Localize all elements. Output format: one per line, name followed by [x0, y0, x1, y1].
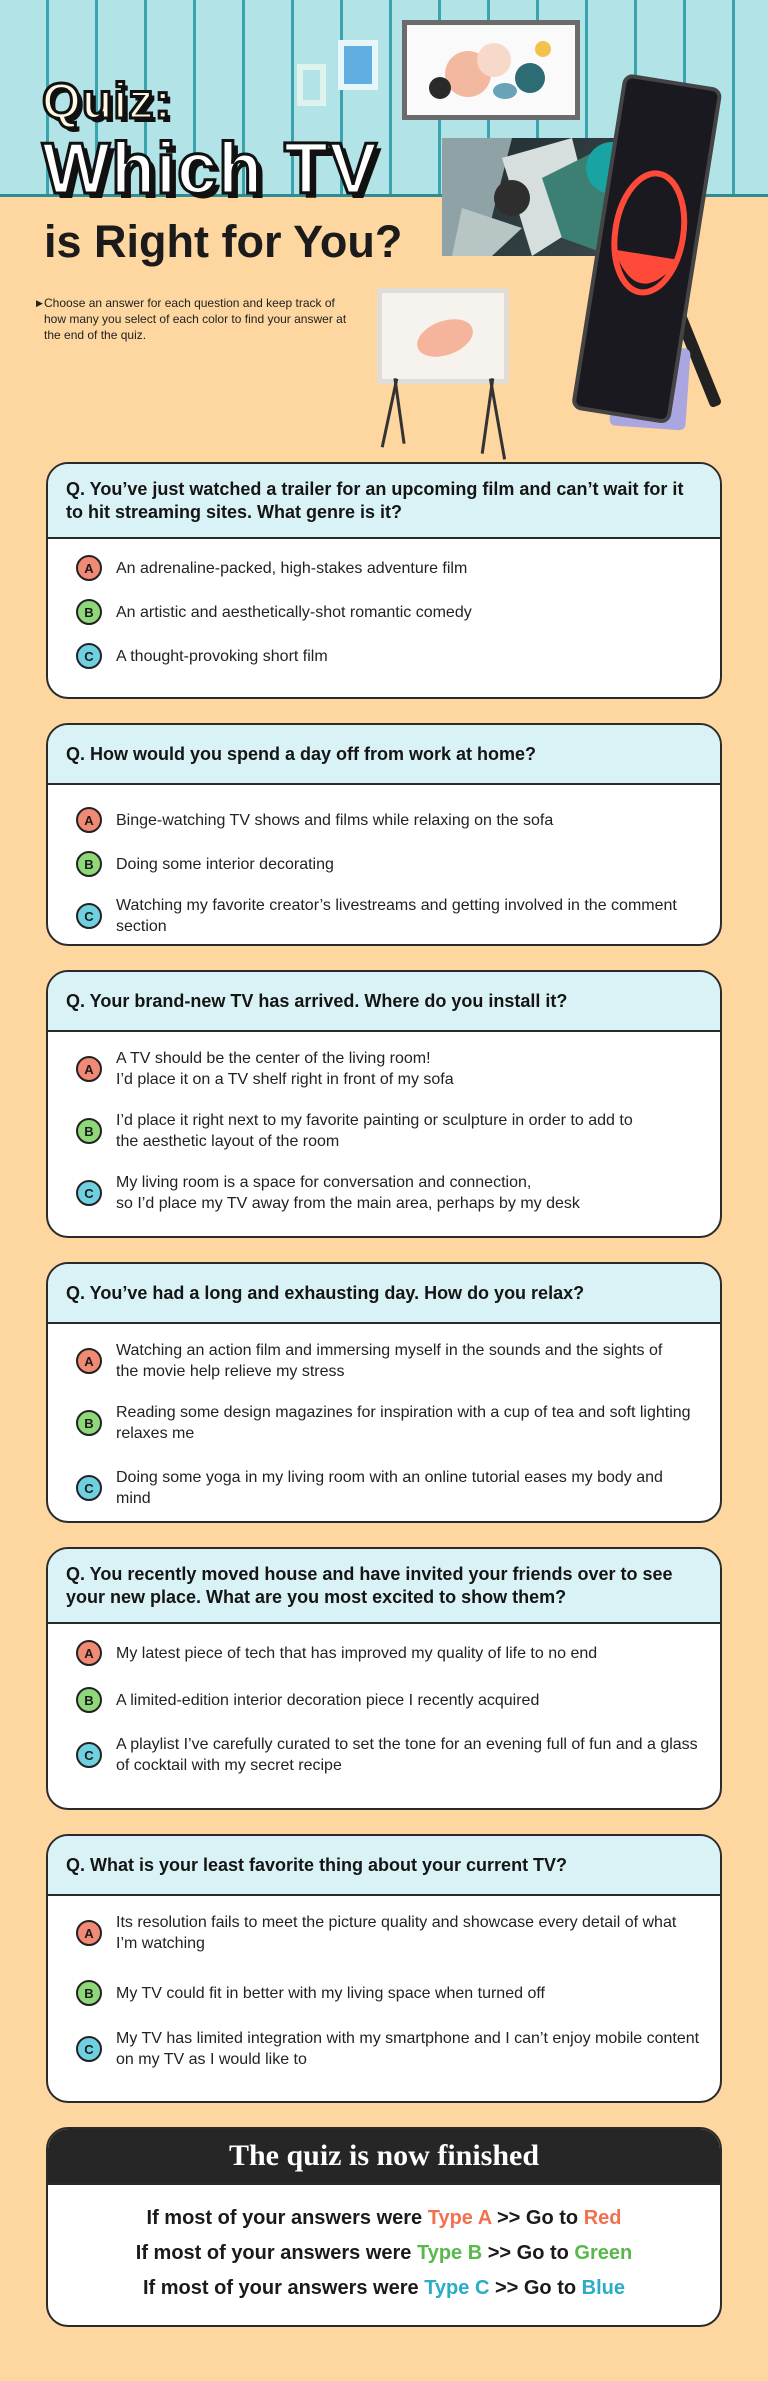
result-mid: >> Go to	[491, 2207, 584, 2229]
question-card-1	[46, 462, 722, 699]
option-b[interactable]	[76, 1687, 702, 1713]
badge-b: B	[76, 1980, 102, 2006]
question-card-4	[46, 1262, 722, 1523]
question-header	[48, 464, 720, 539]
question-card-2	[46, 723, 722, 946]
badge-c: C	[76, 1742, 102, 1768]
bullet-triangle-icon: ▶	[36, 298, 43, 308]
question-text: Q. Your brand-new TV has arrived. Where do you install it?	[66, 990, 568, 1011]
question-text: Q. What is your least favorite thing about your current TV?	[66, 1854, 568, 1875]
option-a[interactable]	[76, 1340, 702, 1382]
option-c[interactable]	[76, 1172, 702, 1214]
option-a[interactable]	[76, 807, 702, 833]
serif-leg-right-back	[481, 378, 495, 454]
option-c[interactable]	[76, 1467, 702, 1509]
hero-section	[0, 0, 768, 462]
result-card	[46, 2127, 722, 2327]
option-text: My latest piece of tech that has improved my quality of life to no end	[116, 1644, 598, 1662]
result-type: Type A	[427, 2207, 492, 2229]
option-text: Binge-watching TV shows and films while relaxing on the sofa	[116, 811, 554, 829]
badge-c: C	[76, 2036, 102, 2062]
question-text: Q. You recently moved house and have invited your friends over to see your new place. What are you most excited to show them?	[66, 1563, 673, 1607]
option-c[interactable]	[76, 1734, 702, 1776]
title-which-tv: Which TV	[42, 129, 378, 209]
option-a[interactable]	[76, 1048, 702, 1090]
intro-text: Choose an answer for each question and keep track of how many you select of each color to find your answer at the end of the quiz.	[44, 296, 347, 342]
title-quiz: Quiz:	[42, 73, 172, 129]
option-text: I’d place it right next to my favorite painting or sculpture in order to add to the aesthetic layout of the room	[116, 1112, 633, 1150]
badge-a: A	[76, 1056, 102, 1082]
result-mid: >> Go to	[482, 2242, 575, 2264]
badge-b: B	[76, 851, 102, 877]
option-text: A TV should be the center of the living room! I’d place it on a TV shelf right in front of my sofa	[116, 1050, 454, 1088]
option-a[interactable]	[76, 555, 702, 581]
option-text: My TV has limited integration with my smartphone and I can’t enjoy mobile content on my TV as I would like to	[116, 2030, 700, 2068]
question-card-3	[46, 970, 722, 1238]
badge-c: C	[76, 643, 102, 669]
question-text: Q. You’ve just watched a trailer for an upcoming film and can’t wait for it to hit streaming sites. What genre is it?	[66, 478, 684, 522]
option-text: A thought-provoking short film	[116, 647, 328, 665]
question-text: Q. You’ve had a long and exhausting day. How do you relax?	[66, 1282, 585, 1303]
badge-b: B	[76, 1410, 102, 1436]
result-destination: Green	[574, 2242, 633, 2264]
option-b[interactable]	[76, 1980, 702, 2006]
badge-a: A	[76, 555, 102, 581]
badge-b: B	[76, 1118, 102, 1144]
result-destination: Blue	[581, 2277, 625, 2299]
result-type: Type B	[416, 2242, 483, 2264]
serif-leg-left-back	[393, 378, 405, 444]
option-b[interactable]	[76, 1110, 702, 1152]
option-text: My TV could fit in better with my living space when turned off	[116, 1984, 545, 2002]
option-text: My living room is a space for conversation and connection, so I’d place my TV away from the main area, perhaps by my desk	[116, 1174, 580, 1212]
question-header	[48, 1549, 720, 1624]
question-header	[48, 1264, 720, 1324]
decor-frame-square	[297, 64, 326, 106]
question-header	[48, 725, 720, 785]
badge-b: B	[76, 1687, 102, 1713]
option-text: Reading some design magazines for inspiration with a cup of tea and soft lighting relaxes me	[116, 1404, 691, 1442]
option-c[interactable]	[76, 643, 702, 669]
badge-a: A	[76, 1920, 102, 1946]
result-title: The quiz is now finished	[48, 2129, 720, 2185]
option-c[interactable]	[76, 895, 702, 937]
badge-b: B	[76, 599, 102, 625]
badge-c: C	[76, 1180, 102, 1206]
result-prefix: If most of your answers were	[143, 2277, 425, 2299]
result-line-b	[48, 2242, 720, 2265]
result-type: Type C	[424, 2277, 490, 2299]
badge-a: A	[76, 1348, 102, 1374]
title-subtitle: is Right for You?	[44, 216, 403, 267]
option-a[interactable]	[76, 1912, 702, 1954]
the-frame-tv-illustration	[402, 20, 580, 120]
option-text: An adrenaline-packed, high-stakes adventure film	[116, 559, 468, 577]
result-line-a	[48, 2207, 720, 2230]
option-text: A playlist I’ve carefully curated to set the tone for an evening full of fun and a glass of cocktail with my secret recipe	[116, 1736, 698, 1774]
result-prefix: If most of your answers were	[135, 2242, 417, 2264]
option-text: An artistic and aesthetically-shot romantic comedy	[116, 603, 472, 621]
option-text: Watching my favorite creator’s livestreams and getting involved in the comment section	[116, 897, 677, 935]
badge-c: C	[76, 1475, 102, 1501]
option-text: Its resolution fails to meet the picture quality and showcase every detail of what I’m watching	[116, 1914, 677, 1952]
option-b[interactable]	[76, 851, 702, 877]
the-serif-tv-illustration	[377, 288, 509, 384]
option-b[interactable]	[76, 599, 702, 625]
badge-a: A	[76, 1640, 102, 1666]
question-text: Q. How would you spend a day off from work at home?	[66, 743, 537, 764]
result-line-c	[48, 2277, 720, 2300]
badge-c: C	[76, 903, 102, 929]
decor-blue-square	[338, 40, 378, 90]
option-text: A limited-edition interior decoration piece I recently acquired	[116, 1691, 540, 1709]
question-header	[48, 1836, 720, 1896]
option-c[interactable]	[76, 2028, 702, 2070]
option-b[interactable]	[76, 1402, 702, 1444]
result-prefix: If most of your answers were	[146, 2207, 428, 2229]
question-card-6	[46, 1834, 722, 2103]
intro-text-block	[36, 295, 354, 343]
result-destination: Red	[583, 2207, 622, 2229]
question-card-5	[46, 1547, 722, 1810]
result-mid: >> Go to	[489, 2277, 582, 2299]
option-text: Watching an action film and immersing myself in the sounds and the sights of the movie help relieve my stress	[116, 1342, 663, 1380]
badge-a: A	[76, 807, 102, 833]
question-header	[48, 972, 720, 1032]
option-text: Doing some yoga in my living room with an online tutorial eases my body and mind	[116, 1469, 663, 1507]
option-text: Doing some interior decorating	[116, 855, 334, 873]
option-a[interactable]	[76, 1640, 702, 1666]
